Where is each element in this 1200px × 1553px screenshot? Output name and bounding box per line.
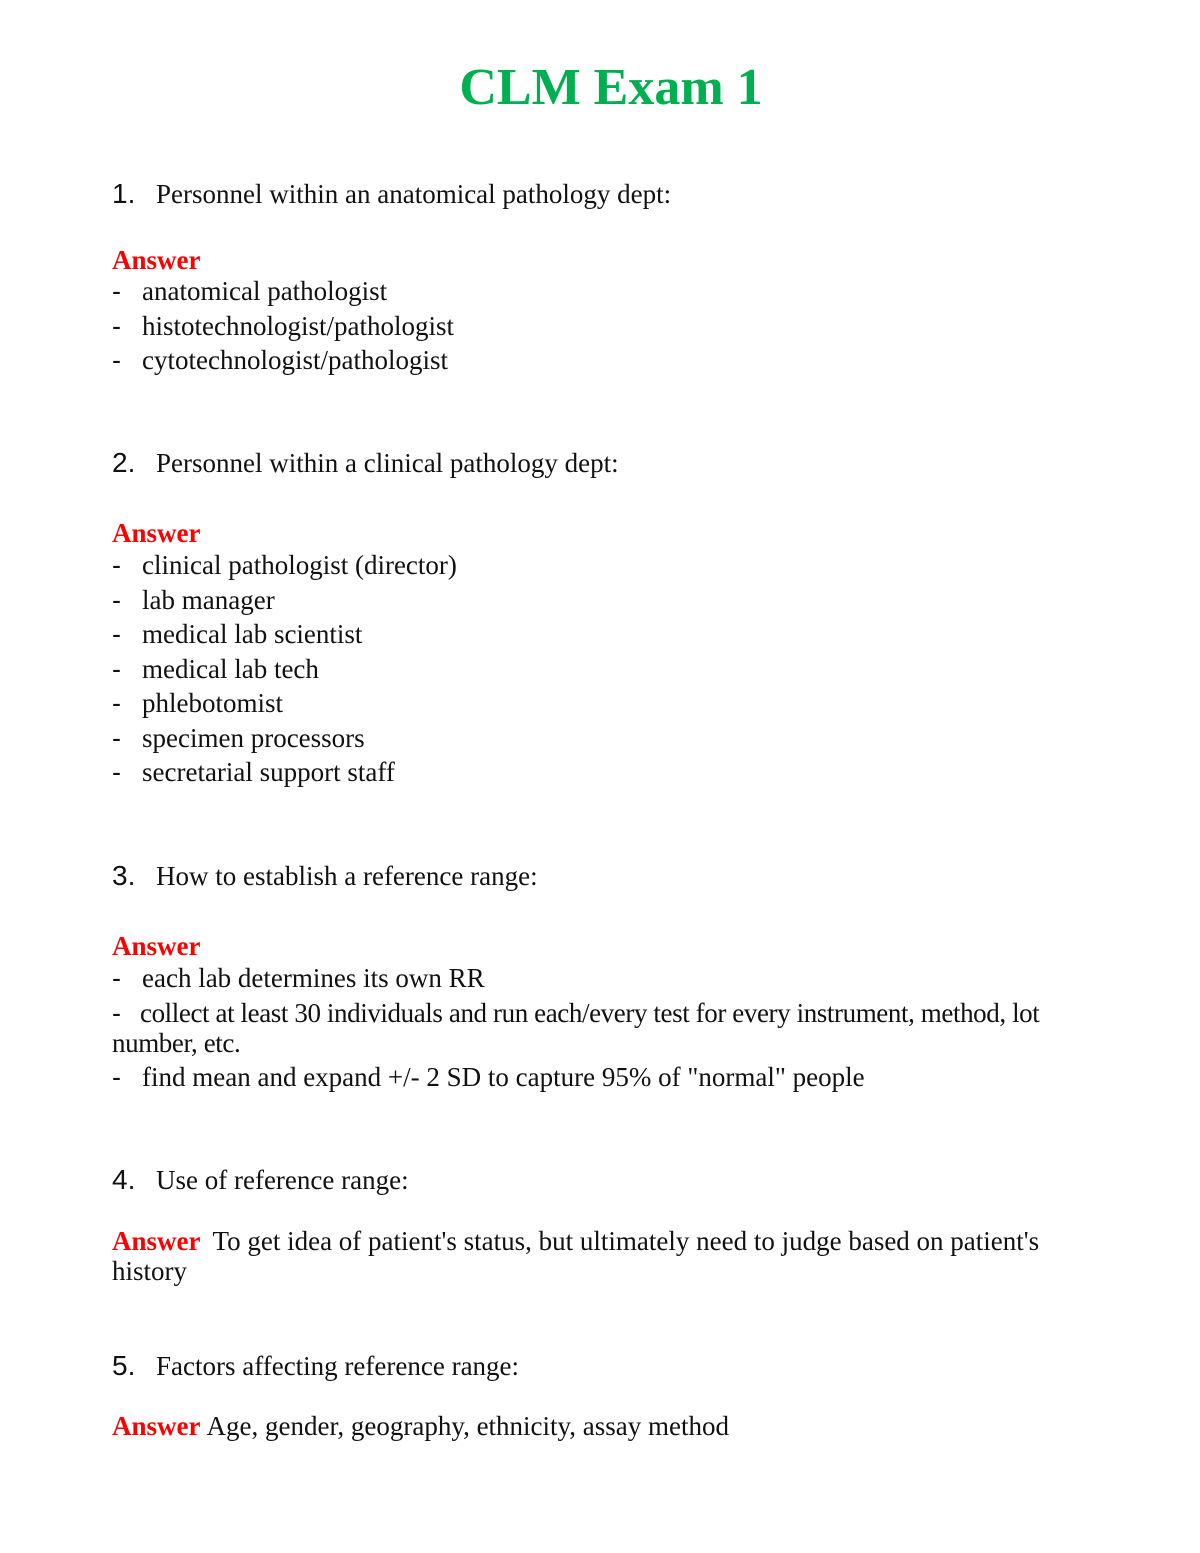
dash-bullet: -	[112, 722, 121, 753]
list-item: - phlebotomist	[112, 686, 1102, 721]
dash-bullet: -	[112, 550, 121, 580]
dash-bullet: -	[112, 1061, 121, 1092]
question-number: 3.	[112, 860, 136, 891]
answer-list	[112, 274, 1102, 378]
list-item: - clinical pathologist (director)	[112, 548, 1102, 583]
question-number: 4.	[112, 1164, 136, 1195]
question-text: Factors affecting reference range:	[156, 1351, 520, 1381]
question-text: Personnel within a clinical pathology dept:	[156, 448, 619, 478]
question-1	[112, 176, 1102, 212]
list-item: - anatomical pathologist	[112, 274, 1102, 309]
question-text: Personnel within an anatomical pathology dept:	[156, 179, 672, 209]
answer-text: To get idea of patient's status, but ultimately need to judge based on patient's history	[112, 1226, 1040, 1286]
question-3	[112, 858, 1102, 894]
question-5	[112, 1348, 1102, 1384]
page-title: CLM Exam 1	[459, 59, 763, 116]
answer-label: Answer	[112, 518, 201, 548]
list-item: - specimen processors	[112, 721, 1102, 756]
list-item: - medical lab scientist	[112, 617, 1102, 652]
answer-label: Answer	[112, 1226, 201, 1256]
answer-list	[112, 548, 1102, 790]
list-item: - histotechnologist/pathologist	[112, 309, 1102, 344]
dash-bullet: -	[112, 963, 121, 993]
list-item: - find mean and expand +/- 2 SD to capture 95% of "normal" people	[112, 1060, 1102, 1095]
question-number: 5.	[112, 1350, 136, 1381]
list-item: - cytotechnologist/pathologist	[112, 343, 1102, 378]
question-2	[112, 445, 1102, 481]
question-number: 2.	[112, 447, 136, 478]
answer-4	[112, 1226, 1102, 1286]
dash-bullet: -	[112, 688, 121, 718]
dash-bullet: -	[112, 619, 121, 649]
dash-bullet: -	[112, 345, 121, 375]
answer-label: Answer	[112, 245, 201, 275]
question-text: How to establish a reference range:	[156, 861, 538, 891]
answer-text: Age, gender, geography, ethnicity, assay method	[206, 1411, 730, 1441]
answer-list	[112, 961, 1102, 1094]
dash-bullet: -	[112, 653, 121, 684]
question-text: Use of reference range:	[156, 1165, 409, 1195]
answer-5	[112, 1411, 1102, 1441]
dash-bullet: -	[112, 276, 121, 306]
question-4	[112, 1162, 1102, 1198]
dash-bullet: -	[112, 584, 121, 615]
list-item: - collect at least 30 individuals and run each/every test for every instrument, method, lot number, etc.	[112, 997, 1040, 1058]
list-item: - medical lab tech	[112, 652, 1102, 687]
answer-label: Answer	[112, 931, 201, 961]
answer-label: Answer	[112, 1411, 201, 1441]
dash-bullet: -	[112, 997, 121, 1028]
dash-bullet: -	[112, 757, 121, 787]
list-item: - each lab determines its own RR	[112, 961, 1102, 996]
list-item: - secretarial support staff	[112, 755, 1102, 790]
question-number: 1.	[112, 178, 136, 209]
list-item: - lab manager	[112, 583, 1102, 618]
dash-bullet: -	[112, 310, 121, 341]
